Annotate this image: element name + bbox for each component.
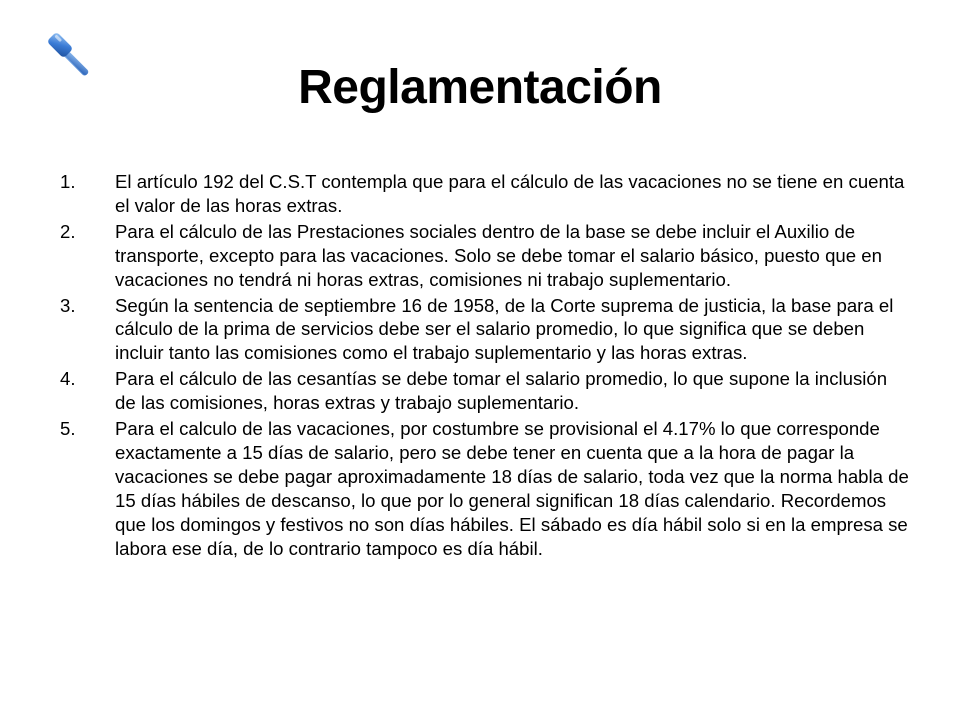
item-text: El artículo 192 del C.S.T contempla que para el cálculo de las vacaciones no se tiene en cuenta el valor de las horas extras. [115,171,905,216]
item-text: Para el cálculo de las Prestaciones sociales dentro de la base se debe incluir el Auxilio de transporte, excepto para las vacaciones. Solo se debe tomar el salario básico, puesto que en vacaciones no tendrá ni horas extras, comisiones ni trabajo suplementario. [115,220,882,290]
list-item [60,220,910,292]
list-item [60,170,910,218]
list-item [60,417,910,560]
item-number: 1. [60,171,76,192]
item-number: 4. [60,368,76,390]
item-text: Para el calculo de las vacaciones, por costumbre se provisional el 4.17% lo que corresponde exactamente a 15 días de salario, pero se debe tener en cuenta que a la hora de pagar la vacaciones se debe pagar aproximadamente 18 días de salario, toda vez que la norma habla de 15 días hábiles de descanso, lo que por lo general significan 18 días calendario. Recordemos que los domingos y festivos no son días hábiles. El sábado es día hábil solo si en la empresa se labora ese día, de lo contrario tampoco es día hábil. [115,418,909,559]
item-number: 3. [60,294,76,316]
list-item [60,367,910,415]
regulation-list [60,170,910,563]
item-number: 5. [60,418,76,440]
item-number: 2. [60,220,76,242]
item-text: Para el cálculo de las cesantías se debe tomar el salario promedio, lo que supone la inclusión de las comisiones, horas extras y trabajo suplementario. [115,368,888,414]
item-text: Según la sentencia de septiembre 16 de 1958, de la Corte suprema de justicia, la base para el cálculo de la prima de servicios debe ser el salario promedio, lo que significa que se deben incluir tanto las comisiones como el trabajo suplementario y las horas extras. [115,294,894,364]
slide-title: Reglamentación [298,61,662,114]
list-item [60,294,910,366]
